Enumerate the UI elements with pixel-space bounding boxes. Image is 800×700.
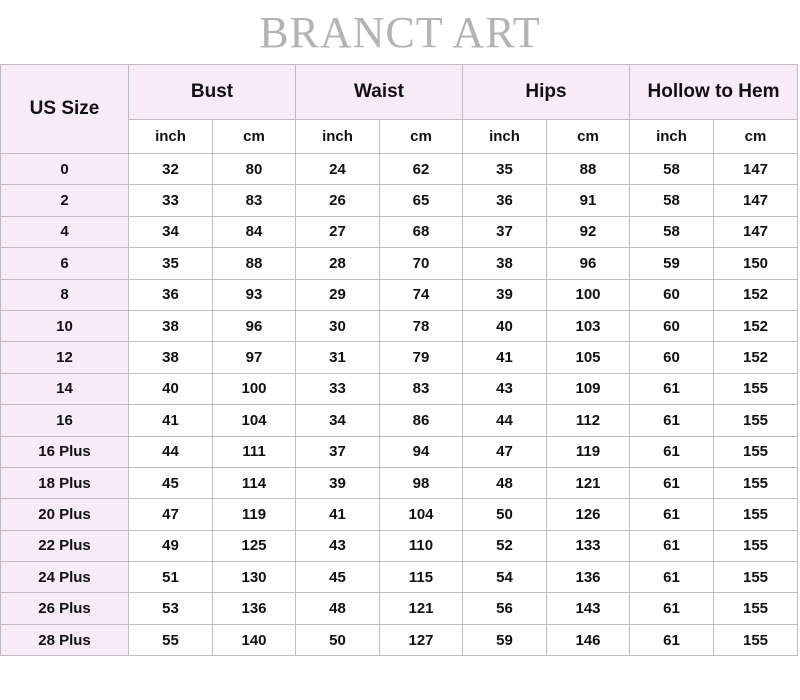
size-label: 12	[1, 342, 129, 373]
waist-inch-cell: 43	[296, 530, 380, 561]
size-label: 24 Plus	[1, 562, 129, 593]
brand-title: BRANCT ART	[259, 8, 541, 57]
bust-inch-header: inch	[129, 120, 213, 154]
bust-inch-cell: 44	[129, 436, 213, 467]
hips-cm-cell: 105	[547, 342, 630, 373]
bust-inch-cell: 36	[129, 279, 213, 310]
bust-cm-cell: 93	[213, 279, 296, 310]
bust-inch-cell: 49	[129, 530, 213, 561]
hips-cm-cell: 109	[547, 373, 630, 404]
hollow-to-hem-inch-cell: 60	[630, 279, 714, 310]
hollow-to-hem-cm-cell: 155	[714, 530, 798, 561]
waist-inch-cell: 33	[296, 373, 380, 404]
hollow-to-hem-cm-cell: 155	[714, 562, 798, 593]
waist-inch-cell: 29	[296, 279, 380, 310]
hollow-to-hem-inch-cell: 61	[630, 467, 714, 498]
size-label: 20 Plus	[1, 499, 129, 530]
waist-cm-cell: 115	[380, 562, 463, 593]
hips-header: Hips	[463, 65, 630, 120]
table-row	[1, 467, 798, 498]
bust-cm-cell: 130	[213, 562, 296, 593]
bust-inch-cell: 40	[129, 373, 213, 404]
bust-cm-cell: 114	[213, 467, 296, 498]
hollow-to-hem-inch-cell: 61	[630, 373, 714, 404]
hollow-to-hem-cm-cell: 155	[714, 436, 798, 467]
hips-cm-header: cm	[547, 120, 630, 154]
hips-inch-cell: 48	[463, 467, 547, 498]
hips-cm-cell: 92	[547, 216, 630, 247]
waist-header: Waist	[296, 65, 463, 120]
size-label: 0	[1, 154, 129, 185]
hips-inch-cell: 35	[463, 154, 547, 185]
size-label: 10	[1, 310, 129, 341]
waist-cm-cell: 65	[380, 185, 463, 216]
bust-cm-cell: 100	[213, 373, 296, 404]
hips-cm-cell: 136	[547, 562, 630, 593]
hollow-to-hem-inch-cell: 59	[630, 248, 714, 279]
bust-cm-cell: 125	[213, 530, 296, 561]
table-row	[1, 185, 798, 216]
hips-cm-cell: 88	[547, 154, 630, 185]
bust-inch-cell: 45	[129, 467, 213, 498]
waist-cm-cell: 83	[380, 373, 463, 404]
hips-cm-cell: 96	[547, 248, 630, 279]
size-label: 16 Plus	[1, 436, 129, 467]
hips-inch-cell: 59	[463, 624, 547, 655]
bust-inch-cell: 53	[129, 593, 213, 624]
waist-cm-cell: 62	[380, 154, 463, 185]
size-label: 14	[1, 373, 129, 404]
hollow-to-hem-inch-cell: 61	[630, 624, 714, 655]
table-row	[1, 154, 798, 185]
waist-inch-cell: 48	[296, 593, 380, 624]
waist-inch-cell: 39	[296, 467, 380, 498]
bust-inch-cell: 35	[129, 248, 213, 279]
hollow-to-hem-cm-cell: 147	[714, 185, 798, 216]
hips-cm-cell: 146	[547, 624, 630, 655]
bust-cm-cell: 97	[213, 342, 296, 373]
waist-inch-cell: 28	[296, 248, 380, 279]
table-row	[1, 279, 798, 310]
waist-cm-cell: 98	[380, 467, 463, 498]
size-label: 16	[1, 405, 129, 436]
bust-cm-cell: 84	[213, 216, 296, 247]
table-row	[1, 624, 798, 655]
hollow-to-hem-inch-cell: 61	[630, 405, 714, 436]
hollow-to-hem-header: Hollow to Hem	[630, 65, 798, 120]
hollow-to-hem-cm-cell: 155	[714, 373, 798, 404]
waist-inch-cell: 26	[296, 185, 380, 216]
hollow-to-hem-cm-cell: 147	[714, 216, 798, 247]
table-row	[1, 562, 798, 593]
hips-inch-cell: 40	[463, 310, 547, 341]
hollow-to-hem-cm-cell: 147	[714, 154, 798, 185]
hips-inch-cell: 54	[463, 562, 547, 593]
hips-inch-cell: 38	[463, 248, 547, 279]
hips-inch-cell: 39	[463, 279, 547, 310]
table-row	[1, 310, 798, 341]
hips-cm-cell: 126	[547, 499, 630, 530]
us-size-header: US Size	[1, 65, 129, 154]
size-label: 26 Plus	[1, 593, 129, 624]
size-label: 22 Plus	[1, 530, 129, 561]
size-chart-table	[0, 64, 798, 656]
size-label: 18 Plus	[1, 467, 129, 498]
size-label: 8	[1, 279, 129, 310]
hips-inch-header: inch	[463, 120, 547, 154]
waist-cm-cell: 104	[380, 499, 463, 530]
size-rows	[1, 154, 798, 656]
table-row	[1, 436, 798, 467]
bust-cm-cell: 119	[213, 499, 296, 530]
table-row	[1, 593, 798, 624]
hollow-to-hem-inch-header: inch	[630, 120, 714, 154]
bust-cm-cell: 96	[213, 310, 296, 341]
bust-inch-cell: 33	[129, 185, 213, 216]
hollow-to-hem-cm-cell: 150	[714, 248, 798, 279]
waist-cm-cell: 70	[380, 248, 463, 279]
hips-inch-cell: 43	[463, 373, 547, 404]
waist-inch-cell: 34	[296, 405, 380, 436]
waist-inch-cell: 37	[296, 436, 380, 467]
waist-inch-cell: 31	[296, 342, 380, 373]
hips-inch-cell: 56	[463, 593, 547, 624]
waist-inch-cell: 24	[296, 154, 380, 185]
hollow-to-hem-inch-cell: 60	[630, 310, 714, 341]
hollow-to-hem-cm-cell: 155	[714, 467, 798, 498]
bust-cm-cell: 111	[213, 436, 296, 467]
bust-inch-cell: 34	[129, 216, 213, 247]
table-row	[1, 373, 798, 404]
bust-inch-cell: 32	[129, 154, 213, 185]
hollow-to-hem-inch-cell: 61	[630, 530, 714, 561]
table-row	[1, 499, 798, 530]
hollow-to-hem-inch-cell: 61	[630, 562, 714, 593]
table-row	[1, 405, 798, 436]
hips-cm-cell: 103	[547, 310, 630, 341]
hollow-to-hem-inch-cell: 58	[630, 216, 714, 247]
bust-inch-cell: 47	[129, 499, 213, 530]
hollow-to-hem-cm-cell: 155	[714, 499, 798, 530]
waist-cm-cell: 121	[380, 593, 463, 624]
bust-cm-cell: 83	[213, 185, 296, 216]
hips-inch-cell: 50	[463, 499, 547, 530]
bust-cm-cell: 136	[213, 593, 296, 624]
bust-inch-cell: 41	[129, 405, 213, 436]
waist-cm-cell: 86	[380, 405, 463, 436]
waist-cm-cell: 68	[380, 216, 463, 247]
table-row	[1, 342, 798, 373]
hips-inch-cell: 47	[463, 436, 547, 467]
hollow-to-hem-inch-cell: 61	[630, 499, 714, 530]
hips-inch-cell: 52	[463, 530, 547, 561]
waist-cm-cell: 94	[380, 436, 463, 467]
table-row	[1, 248, 798, 279]
bust-cm-cell: 104	[213, 405, 296, 436]
hips-inch-cell: 41	[463, 342, 547, 373]
bust-inch-cell: 38	[129, 310, 213, 341]
waist-cm-cell: 78	[380, 310, 463, 341]
bust-cm-header: cm	[213, 120, 296, 154]
size-label: 28 Plus	[1, 624, 129, 655]
hollow-to-hem-cm-cell: 152	[714, 279, 798, 310]
hollow-to-hem-inch-cell: 58	[630, 154, 714, 185]
waist-cm-header: cm	[380, 120, 463, 154]
waist-inch-cell: 30	[296, 310, 380, 341]
size-label: 2	[1, 185, 129, 216]
hollow-to-hem-inch-cell: 61	[630, 436, 714, 467]
bust-inch-cell: 55	[129, 624, 213, 655]
bust-cm-cell: 80	[213, 154, 296, 185]
bust-cm-cell: 140	[213, 624, 296, 655]
hips-inch-cell: 44	[463, 405, 547, 436]
waist-inch-cell: 45	[296, 562, 380, 593]
hips-cm-cell: 112	[547, 405, 630, 436]
hips-cm-cell: 91	[547, 185, 630, 216]
hips-inch-cell: 36	[463, 185, 547, 216]
bust-header: Bust	[129, 65, 296, 120]
hips-cm-cell: 119	[547, 436, 630, 467]
waist-cm-cell: 110	[380, 530, 463, 561]
hollow-to-hem-inch-cell: 61	[630, 593, 714, 624]
hollow-to-hem-cm-header: cm	[714, 120, 798, 154]
waist-inch-cell: 50	[296, 624, 380, 655]
waist-cm-cell: 79	[380, 342, 463, 373]
hips-cm-cell: 100	[547, 279, 630, 310]
hollow-to-hem-cm-cell: 152	[714, 310, 798, 341]
bust-inch-cell: 38	[129, 342, 213, 373]
waist-cm-cell: 74	[380, 279, 463, 310]
bust-inch-cell: 51	[129, 562, 213, 593]
hollow-to-hem-cm-cell: 152	[714, 342, 798, 373]
hips-cm-cell: 121	[547, 467, 630, 498]
table-row	[1, 530, 798, 561]
waist-cm-cell: 127	[380, 624, 463, 655]
table-row	[1, 216, 798, 247]
hollow-to-hem-inch-cell: 60	[630, 342, 714, 373]
waist-inch-cell: 41	[296, 499, 380, 530]
hollow-to-hem-cm-cell: 155	[714, 405, 798, 436]
hollow-to-hem-cm-cell: 155	[714, 593, 798, 624]
size-label: 4	[1, 216, 129, 247]
hips-cm-cell: 133	[547, 530, 630, 561]
hips-inch-cell: 37	[463, 216, 547, 247]
hips-cm-cell: 143	[547, 593, 630, 624]
waist-inch-header: inch	[296, 120, 380, 154]
hollow-to-hem-cm-cell: 155	[714, 624, 798, 655]
bust-cm-cell: 88	[213, 248, 296, 279]
size-label: 6	[1, 248, 129, 279]
group-header-row	[1, 65, 798, 120]
waist-inch-cell: 27	[296, 216, 380, 247]
hollow-to-hem-inch-cell: 58	[630, 185, 714, 216]
